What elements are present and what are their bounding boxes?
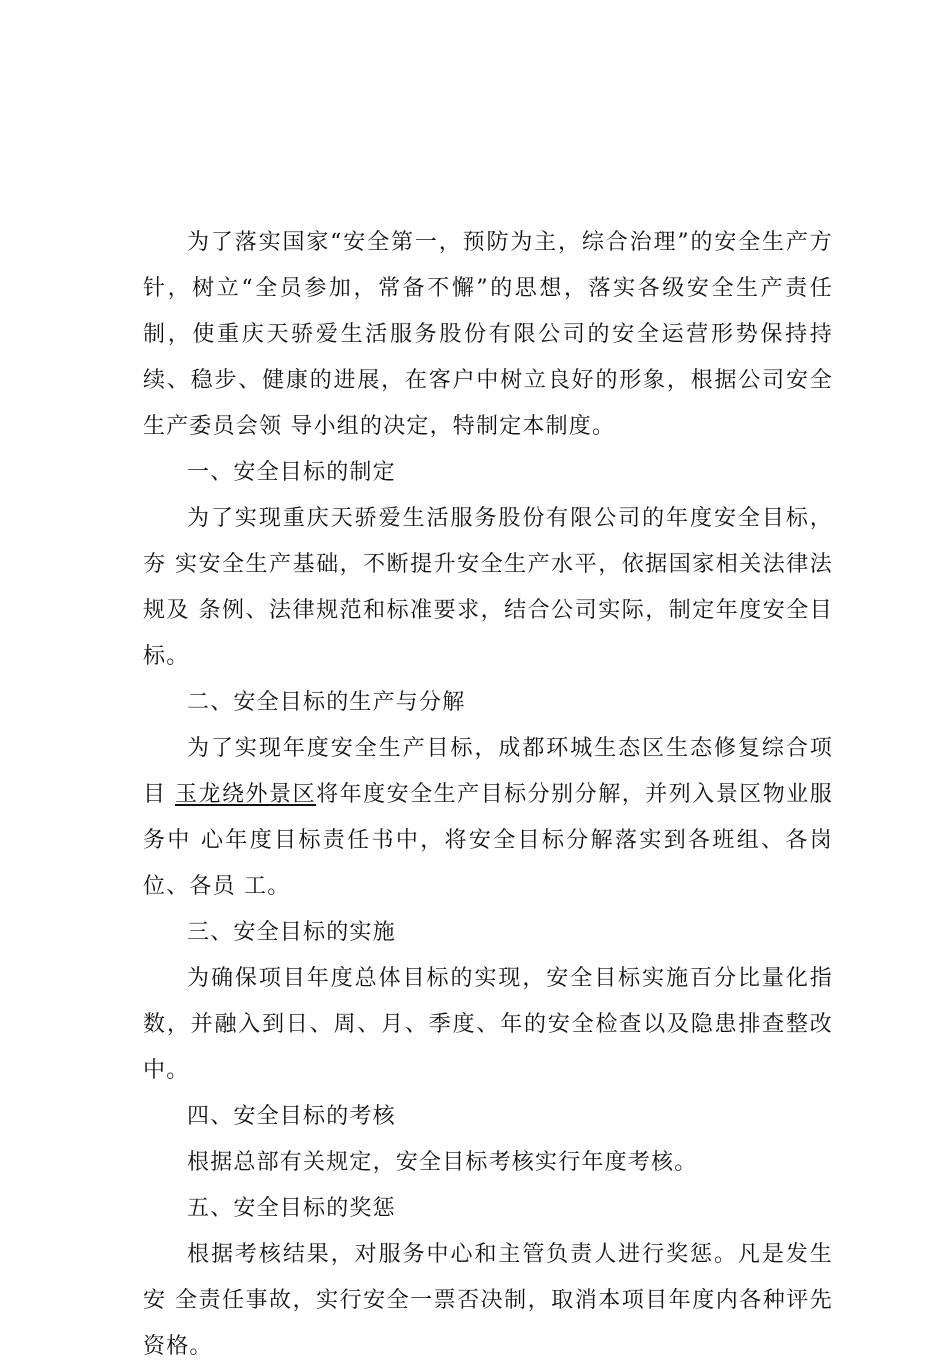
section-body-2	[143, 726, 833, 910]
intro-paragraph: 为了落实国家“安全第一，预防为主，综合治理”的安全生产方针，树立“全员参加，常备不懈”的思想，落实各级安全生产责任制，使重庆天骄爱生活服务股份有限公司的安全运营形势保持持续、稳步、健康的进展，在客户中树立良好的形象，根据公司安全生产委员会领 导小组的决定，特制定本制度。	[143, 230, 833, 439]
section-body-3: 为确保项目年度总体目标的实现，安全目标实施百分比量化指数，并融入到日、周、月、季度、年的安全检查以及隐患排查整改中。	[143, 966, 833, 1083]
section-heading-1: 一、安全目标的制定	[187, 460, 396, 485]
section-heading-3: 三、安全目标的实施	[187, 920, 396, 945]
section-heading-4: 四、安全目标的考核	[187, 1104, 396, 1129]
section-heading-5: 五、安全目标的奖惩	[187, 1196, 396, 1221]
underlined-place-name: 玉龙绕外景区	[175, 782, 317, 807]
document-body	[143, 220, 833, 1370]
section-body-2-text-before: 为了实现年度安全生产目标，成都环城生态区生态修复综合项目	[143, 736, 833, 807]
section-heading-2: 二、安全目标的生产与分解	[187, 690, 466, 715]
section-body-5: 根据考核结果，对服务中心和主管负责人进行奖惩。凡是发生安 全责任事故，实行安全一票否决制，取消本项目年度内各种评先资格。	[143, 1242, 833, 1359]
section-body-1: 为了实现重庆天骄爱生活服务股份有限公司的年度安全目标，夯 实安全生产基础，不断提升安全生产水平，依据国家相关法律法规及 条例、法律规范和标准要求，结合公司实际，制定年度安全目标。	[143, 506, 833, 669]
section-body-2-text-after: 将年度安全生产目标分别分解，并列入景区物业服务中 心年度目标责任书中，将安全目标分解落实到各班组、各岗位、各员 工。	[143, 782, 833, 899]
section-body-4: 根据总部有关规定，安全目标考核实行年度考核。	[187, 1150, 698, 1175]
